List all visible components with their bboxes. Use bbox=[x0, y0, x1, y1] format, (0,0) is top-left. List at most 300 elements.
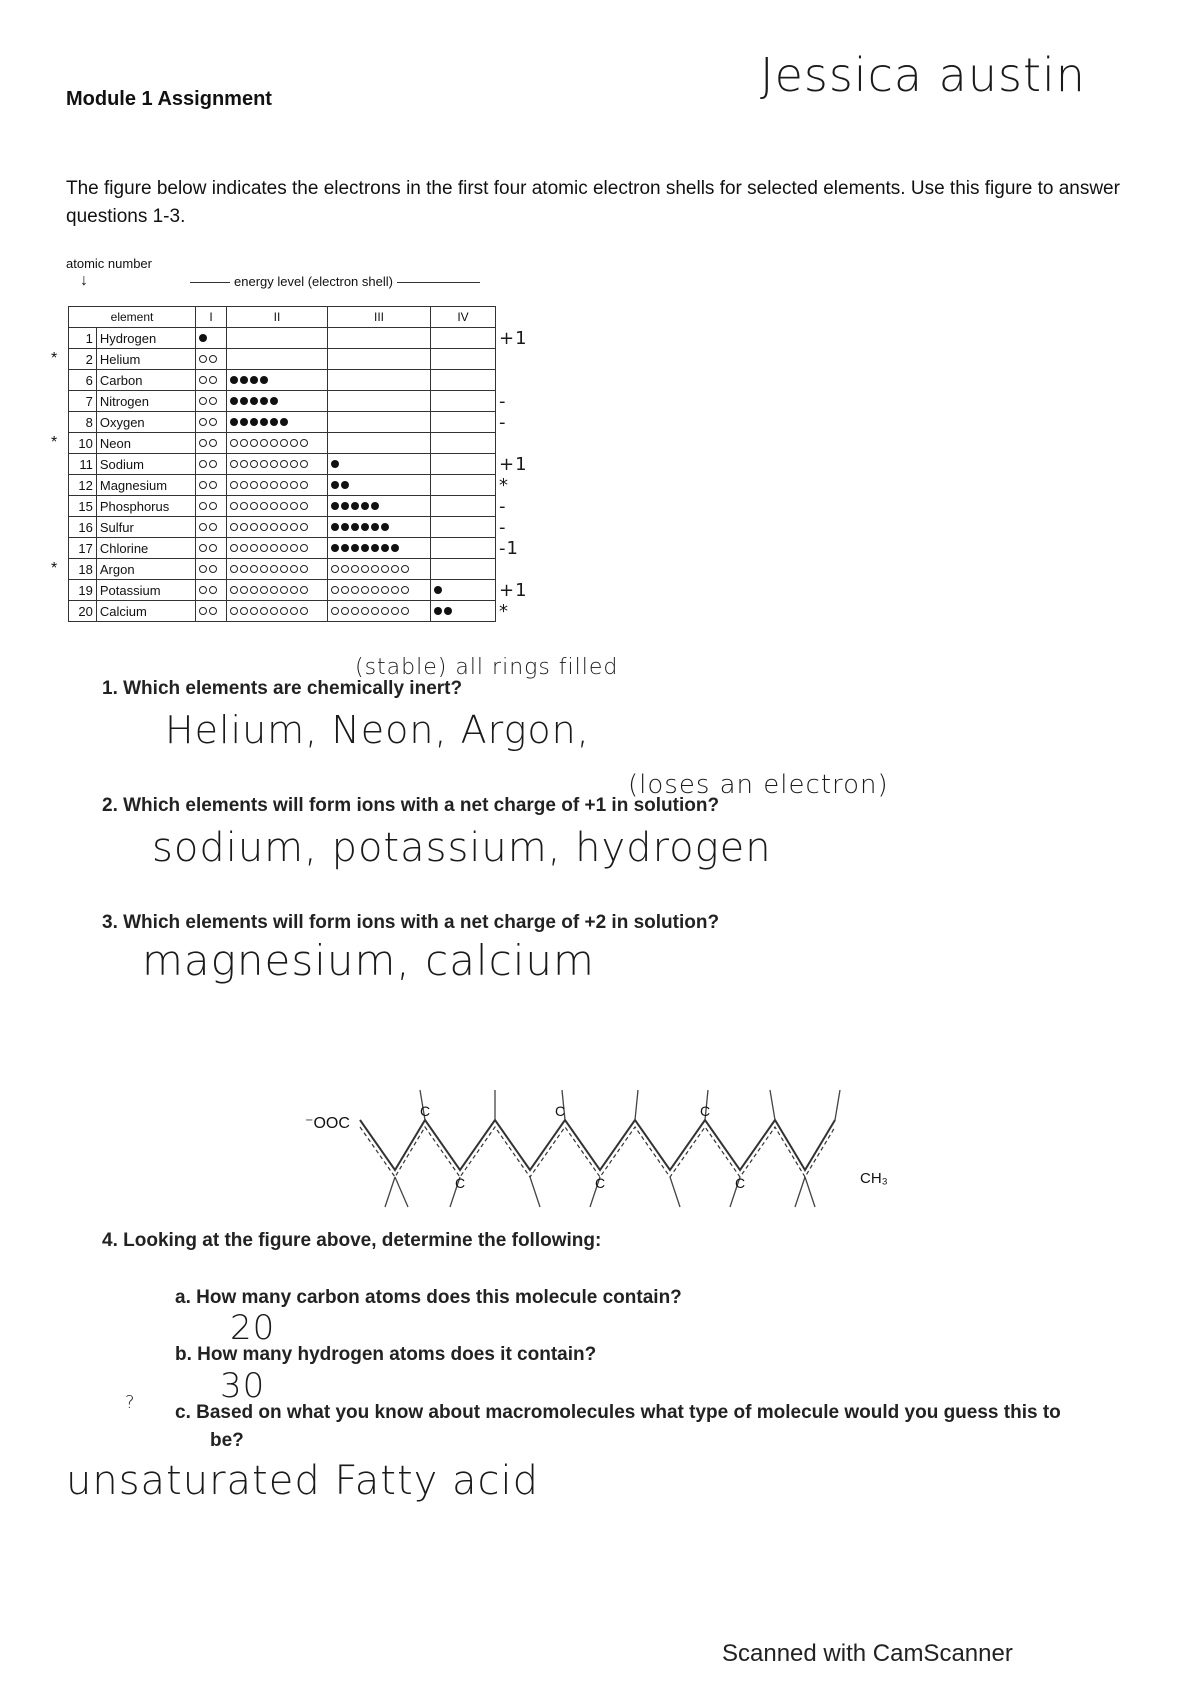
shell-1-cell bbox=[196, 454, 227, 475]
q1-annotation: (stable) all rings filled bbox=[355, 655, 619, 680]
electron-dot bbox=[371, 565, 379, 573]
column-header-shell-2: II bbox=[227, 307, 328, 328]
shell-3-cell bbox=[328, 517, 431, 538]
star-mark: * bbox=[51, 434, 58, 451]
electron-dot bbox=[250, 460, 258, 468]
atomic-number-cell: 11 bbox=[69, 454, 97, 475]
shell-4-cell bbox=[431, 538, 496, 559]
charge-note bbox=[496, 349, 543, 370]
electron-dot bbox=[280, 460, 288, 468]
star-mark bbox=[48, 496, 69, 517]
table-row bbox=[48, 328, 542, 349]
electron-dot bbox=[361, 607, 369, 615]
column-header-shell-3: III bbox=[328, 307, 431, 328]
electron-dot bbox=[250, 418, 258, 426]
electron-dot bbox=[434, 607, 442, 615]
electron-dot bbox=[230, 586, 238, 594]
charge-note: * bbox=[499, 600, 509, 622]
star-mark bbox=[48, 454, 69, 475]
table-row bbox=[48, 412, 542, 433]
electron-dot bbox=[300, 565, 308, 573]
shell-3-cell bbox=[328, 349, 431, 370]
table-row bbox=[48, 370, 542, 391]
shell-4-cell bbox=[431, 475, 496, 496]
electron-dot bbox=[240, 397, 248, 405]
question-3: 3. Which elements will form ions with a net charge of +2 in solution? bbox=[102, 912, 720, 933]
electron-dot bbox=[260, 607, 268, 615]
shell-2-cell bbox=[227, 433, 328, 454]
shell-3-cell bbox=[328, 391, 431, 412]
shell-1-cell bbox=[196, 517, 227, 538]
electron-dot bbox=[270, 439, 278, 447]
shell-1-cell bbox=[196, 496, 227, 517]
electron-dot bbox=[209, 418, 217, 426]
electron-dot bbox=[341, 544, 349, 552]
electron-dot bbox=[341, 565, 349, 573]
electron-dot bbox=[381, 523, 389, 531]
atomic-number-cell: 19 bbox=[69, 580, 97, 601]
electron-dot bbox=[361, 523, 369, 531]
electron-dot bbox=[371, 523, 379, 531]
electron-dot bbox=[341, 481, 349, 489]
electron-dot bbox=[260, 460, 268, 468]
shell-3-cell bbox=[328, 601, 431, 622]
electron-dot bbox=[260, 502, 268, 510]
electron-dot bbox=[391, 586, 399, 594]
electron-dot bbox=[300, 502, 308, 510]
table-row bbox=[48, 349, 542, 370]
electron-dot bbox=[290, 460, 298, 468]
electron-dot bbox=[199, 376, 207, 384]
element-name-cell: Argon bbox=[96, 559, 195, 580]
electron-dot bbox=[209, 523, 217, 531]
electron-dot bbox=[300, 460, 308, 468]
star-mark: * bbox=[51, 350, 58, 367]
electron-dot bbox=[240, 376, 248, 384]
electron-dot bbox=[209, 376, 217, 384]
electron-dot bbox=[240, 523, 248, 531]
electron-dot bbox=[351, 586, 359, 594]
table-row bbox=[48, 391, 542, 412]
shell-4-cell bbox=[431, 412, 496, 433]
atomic-number-cell: 2 bbox=[69, 349, 97, 370]
atomic-number-cell: 6 bbox=[69, 370, 97, 391]
electron-dot bbox=[209, 355, 217, 363]
electron-dot bbox=[280, 418, 288, 426]
shell-3-cell bbox=[328, 559, 431, 580]
answer-4a: 20 bbox=[230, 1308, 276, 1348]
star-mark bbox=[48, 475, 69, 496]
table-row bbox=[48, 454, 542, 475]
electron-dot bbox=[401, 586, 409, 594]
question-4c-line-1: c. Based on what you know about macromolecules what type of molecule would you guess this to bbox=[175, 1402, 1061, 1423]
electron-dot bbox=[270, 544, 278, 552]
mark-column-header bbox=[48, 307, 69, 328]
student-signature: Jessica austin bbox=[760, 48, 1086, 102]
charge-note: -1 bbox=[499, 537, 519, 559]
electron-dot bbox=[260, 481, 268, 489]
question-4c-line-2: be? bbox=[210, 1430, 244, 1451]
electron-dot bbox=[209, 481, 217, 489]
electron-dot bbox=[240, 544, 248, 552]
element-name-cell: Chlorine bbox=[96, 538, 195, 559]
carbon-atom-label: C bbox=[555, 1103, 566, 1119]
electron-dot bbox=[331, 481, 339, 489]
shell-2-cell bbox=[227, 496, 328, 517]
electron-dot bbox=[331, 586, 339, 594]
charge-note: - bbox=[499, 390, 507, 412]
column-header-shell-1: I bbox=[196, 307, 227, 328]
molecule-skeleton bbox=[300, 1075, 900, 1225]
shell-2-cell bbox=[227, 328, 328, 349]
element-name-cell: Potassium bbox=[96, 580, 195, 601]
table-row bbox=[48, 601, 542, 622]
shell-3-cell bbox=[328, 475, 431, 496]
atomic-number-cell: 17 bbox=[69, 538, 97, 559]
electron-dot bbox=[351, 544, 359, 552]
electron-dot bbox=[270, 460, 278, 468]
element-name-cell: Sulfur bbox=[96, 517, 195, 538]
element-name-cell: Carbon bbox=[96, 370, 195, 391]
electron-dot bbox=[300, 544, 308, 552]
electron-dot bbox=[199, 502, 207, 510]
electron-dot bbox=[280, 586, 288, 594]
electron-dot bbox=[240, 586, 248, 594]
electron-dot bbox=[209, 544, 217, 552]
electron-dot bbox=[300, 439, 308, 447]
shell-4-cell bbox=[431, 391, 496, 412]
electron-dot bbox=[230, 397, 238, 405]
star-mark bbox=[48, 328, 69, 349]
electron-dot bbox=[260, 376, 268, 384]
atomic-number-cell: 7 bbox=[69, 391, 97, 412]
electron-dot bbox=[280, 544, 288, 552]
electron-dot bbox=[260, 418, 268, 426]
electron-dot bbox=[351, 607, 359, 615]
electron-dot bbox=[250, 439, 258, 447]
electron-dot bbox=[199, 355, 207, 363]
shell-4-cell bbox=[431, 559, 496, 580]
electron-dot bbox=[270, 481, 278, 489]
electron-dot bbox=[240, 565, 248, 573]
electron-dot bbox=[230, 607, 238, 615]
electron-dot bbox=[434, 586, 442, 594]
element-name-cell: Phosphorus bbox=[96, 496, 195, 517]
note-column-header bbox=[496, 307, 543, 328]
column-header-shell-4: IV bbox=[431, 307, 496, 328]
shell-2-cell bbox=[227, 475, 328, 496]
electron-dot bbox=[230, 502, 238, 510]
carbon-atom-label: C bbox=[420, 1103, 431, 1119]
electron-dot bbox=[270, 502, 278, 510]
electron-dot bbox=[341, 523, 349, 531]
carbon-atom-label: C bbox=[735, 1175, 746, 1191]
electron-dot bbox=[361, 502, 369, 510]
shell-4-cell bbox=[431, 454, 496, 475]
table-row bbox=[48, 496, 542, 517]
electron-dot bbox=[280, 523, 288, 531]
element-name-cell: Hydrogen bbox=[96, 328, 195, 349]
electron-dot bbox=[240, 439, 248, 447]
q2-annotation: (loses an electron) bbox=[628, 770, 889, 800]
electron-dot bbox=[351, 523, 359, 531]
electron-dot bbox=[250, 481, 258, 489]
charge-note: - bbox=[499, 495, 507, 517]
answer-1: Helium, Neon, Argon, bbox=[165, 708, 590, 752]
question-1: 1. Which elements are chemically inert? bbox=[102, 678, 463, 699]
electron-dot bbox=[280, 481, 288, 489]
table-row bbox=[48, 559, 542, 580]
carbon-atom-label: C bbox=[595, 1175, 606, 1191]
shell-2-cell bbox=[227, 538, 328, 559]
electron-dot bbox=[230, 460, 238, 468]
element-name-cell: Nitrogen bbox=[96, 391, 195, 412]
electron-dot bbox=[270, 565, 278, 573]
shell-2-cell bbox=[227, 559, 328, 580]
electron-dot bbox=[260, 565, 268, 573]
shell-2-cell bbox=[227, 370, 328, 391]
electron-dot bbox=[199, 397, 207, 405]
atomic-number-cell: 1 bbox=[69, 328, 97, 349]
electron-dot bbox=[371, 502, 379, 510]
electron-dot bbox=[351, 565, 359, 573]
shell-1-cell bbox=[196, 559, 227, 580]
electron-dot bbox=[199, 481, 207, 489]
charge-note: * bbox=[499, 474, 509, 496]
electron-dot bbox=[391, 607, 399, 615]
charge-note bbox=[496, 559, 543, 580]
electron-dot bbox=[250, 586, 258, 594]
answer-4c: unsaturated Fatty acid bbox=[66, 1458, 540, 1504]
electron-dot bbox=[209, 397, 217, 405]
electron-dot bbox=[300, 523, 308, 531]
shell-3-cell bbox=[328, 370, 431, 391]
electron-dot bbox=[371, 586, 379, 594]
star-mark: * bbox=[51, 560, 58, 577]
charge-note: +1 bbox=[499, 453, 528, 475]
shell-2-cell bbox=[227, 349, 328, 370]
electron-dot bbox=[290, 544, 298, 552]
electron-dot bbox=[230, 523, 238, 531]
electron-dot bbox=[199, 523, 207, 531]
shell-4-cell bbox=[431, 496, 496, 517]
table-header-row bbox=[48, 307, 542, 328]
electron-dot bbox=[240, 460, 248, 468]
electron-dot bbox=[240, 418, 248, 426]
electron-dot bbox=[300, 607, 308, 615]
electron-dot bbox=[209, 439, 217, 447]
shell-2-cell bbox=[227, 412, 328, 433]
table-row bbox=[48, 580, 542, 601]
star-mark bbox=[48, 517, 69, 538]
electron-dot bbox=[361, 544, 369, 552]
electron-dot bbox=[331, 607, 339, 615]
element-name-cell: Neon bbox=[96, 433, 195, 454]
electron-dot bbox=[401, 565, 409, 573]
electron-dot bbox=[331, 544, 339, 552]
shell-4-cell bbox=[431, 433, 496, 454]
shell-4-cell bbox=[431, 349, 496, 370]
shell-3-cell bbox=[328, 538, 431, 559]
electron-dot bbox=[341, 586, 349, 594]
shell-4-cell bbox=[431, 517, 496, 538]
electron-dot bbox=[199, 544, 207, 552]
star-mark bbox=[48, 391, 69, 412]
atomic-number-cell: 18 bbox=[69, 559, 97, 580]
electron-dot bbox=[381, 544, 389, 552]
electron-dot bbox=[280, 607, 288, 615]
answer-2: sodium, potassium, hydrogen bbox=[152, 825, 772, 871]
electron-dot bbox=[381, 586, 389, 594]
element-name-cell: Helium bbox=[96, 349, 195, 370]
electron-dot bbox=[260, 544, 268, 552]
electron-dot bbox=[270, 607, 278, 615]
element-name-cell: Oxygen bbox=[96, 412, 195, 433]
electron-dot bbox=[290, 607, 298, 615]
electron-dot bbox=[209, 586, 217, 594]
charge-note bbox=[496, 433, 543, 454]
electron-dot bbox=[381, 565, 389, 573]
electron-dot bbox=[250, 502, 258, 510]
electron-dot bbox=[230, 439, 238, 447]
electron-dot bbox=[331, 502, 339, 510]
electron-shell-figure bbox=[48, 306, 542, 622]
electron-dot bbox=[270, 397, 278, 405]
shell-3-cell bbox=[328, 328, 431, 349]
shell-1-cell bbox=[196, 538, 227, 559]
electron-dot bbox=[280, 439, 288, 447]
shell-1-cell bbox=[196, 475, 227, 496]
electron-dot bbox=[341, 607, 349, 615]
shell-1-cell bbox=[196, 328, 227, 349]
electron-dot bbox=[290, 586, 298, 594]
down-arrow-icon: ↓ bbox=[80, 272, 88, 289]
electron-dot bbox=[240, 481, 248, 489]
electron-dot bbox=[230, 418, 238, 426]
atomic-number-cell: 16 bbox=[69, 517, 97, 538]
methyl-group-label: CH₃ bbox=[860, 1170, 888, 1187]
electron-dot bbox=[199, 565, 207, 573]
energy-level-label: energy level (electron shell) bbox=[230, 274, 397, 289]
electron-dot bbox=[250, 607, 258, 615]
electron-dot bbox=[300, 586, 308, 594]
electron-dot bbox=[199, 607, 207, 615]
charge-note bbox=[496, 370, 543, 391]
fatty-acid-molecule-figure bbox=[300, 1075, 900, 1225]
electron-dot bbox=[199, 460, 207, 468]
electron-dot bbox=[199, 334, 207, 342]
star-mark bbox=[48, 538, 69, 559]
electron-dot bbox=[260, 439, 268, 447]
camscanner-watermark: Scanned with CamScanner bbox=[722, 1640, 1013, 1667]
electron-dot bbox=[391, 565, 399, 573]
electron-dot bbox=[444, 607, 452, 615]
table-row bbox=[48, 433, 542, 454]
charge-note: - bbox=[499, 516, 507, 538]
electron-dot bbox=[331, 523, 339, 531]
shell-2-cell bbox=[227, 517, 328, 538]
element-name-cell: Magnesium bbox=[96, 475, 195, 496]
electron-dot bbox=[250, 397, 258, 405]
electron-dot bbox=[260, 397, 268, 405]
shell-4-cell bbox=[431, 601, 496, 622]
electron-dot bbox=[230, 565, 238, 573]
electron-dot bbox=[230, 481, 238, 489]
shell-3-cell bbox=[328, 412, 431, 433]
electron-dot bbox=[250, 544, 258, 552]
electron-dot bbox=[331, 565, 339, 573]
shell-3-cell bbox=[328, 433, 431, 454]
question-4a: a. How many carbon atoms does this molecule contain? bbox=[175, 1287, 682, 1308]
electron-dot bbox=[230, 544, 238, 552]
shell-1-cell bbox=[196, 580, 227, 601]
element-name-cell: Sodium bbox=[96, 454, 195, 475]
shell-3-cell bbox=[328, 496, 431, 517]
electron-dot bbox=[209, 502, 217, 510]
electron-dot bbox=[260, 586, 268, 594]
column-header-element: element bbox=[69, 307, 196, 328]
electron-dot bbox=[391, 544, 399, 552]
intro-paragraph: The figure below indicates the electrons in the first four atomic electron shells for selected elements. Use this figure to answer questions 1-3. bbox=[66, 178, 1120, 227]
shell-1-cell bbox=[196, 370, 227, 391]
shell-3-cell bbox=[328, 454, 431, 475]
electron-dot bbox=[240, 607, 248, 615]
carbon-atom-label: C bbox=[700, 1103, 711, 1119]
electron-dot bbox=[199, 418, 207, 426]
shell-1-cell bbox=[196, 349, 227, 370]
shell-1-cell bbox=[196, 412, 227, 433]
electron-dot bbox=[331, 460, 339, 468]
charge-note: +1 bbox=[499, 327, 528, 349]
electron-dot bbox=[351, 502, 359, 510]
electron-dot bbox=[361, 565, 369, 573]
page-title: Module 1 Assignment bbox=[66, 88, 272, 110]
star-mark bbox=[48, 412, 69, 433]
electron-dot bbox=[270, 586, 278, 594]
electron-shell-rows bbox=[48, 328, 542, 622]
electron-dot bbox=[341, 502, 349, 510]
electron-dot bbox=[240, 502, 248, 510]
electron-dot bbox=[270, 418, 278, 426]
electron-dot bbox=[290, 481, 298, 489]
atomic-number-label: atomic number bbox=[66, 256, 152, 271]
atomic-number-cell: 8 bbox=[69, 412, 97, 433]
electron-dot bbox=[270, 523, 278, 531]
electron-dot bbox=[371, 544, 379, 552]
electron-dot bbox=[209, 607, 217, 615]
table-row bbox=[48, 538, 542, 559]
shell-2-cell bbox=[227, 580, 328, 601]
shell-1-cell bbox=[196, 433, 227, 454]
star-mark bbox=[48, 580, 69, 601]
table-row bbox=[48, 475, 542, 496]
shell-1-cell bbox=[196, 391, 227, 412]
element-name-cell: Calcium bbox=[96, 601, 195, 622]
question-4b: b. How many hydrogen atoms does it contain? bbox=[175, 1344, 597, 1365]
shell-3-cell bbox=[328, 580, 431, 601]
table-row bbox=[48, 517, 542, 538]
star-mark bbox=[48, 601, 69, 622]
question-2: 2. Which elements will form ions with a net charge of +1 in solution? bbox=[102, 795, 720, 816]
charge-note: +1 bbox=[499, 579, 528, 601]
electron-dot bbox=[280, 565, 288, 573]
atomic-number-cell: 12 bbox=[69, 475, 97, 496]
electron-dot bbox=[290, 439, 298, 447]
atomic-number-cell: 15 bbox=[69, 496, 97, 517]
electron-dot bbox=[361, 586, 369, 594]
electron-dot bbox=[381, 607, 389, 615]
electron-dot bbox=[280, 502, 288, 510]
